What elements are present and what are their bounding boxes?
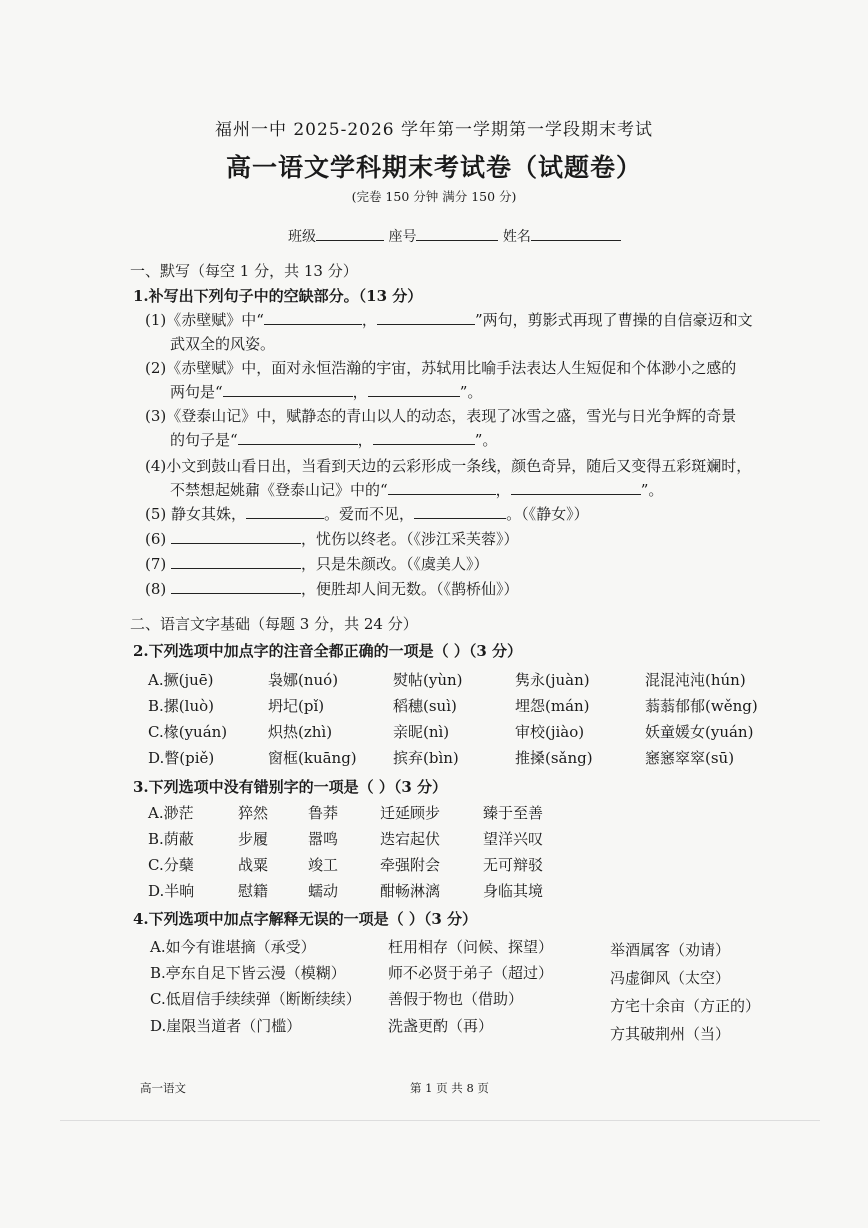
q3-option-d-3: 蠕动 — [308, 882, 339, 900]
q3-option-c-4: 牵强附会 — [380, 856, 441, 874]
q2-option-d-5: 窸窸窣窣(sū) — [645, 749, 735, 767]
question-4-title: 4.下列选项中加点字解释无误的一项是（ ）（3 分） — [133, 910, 478, 928]
q1-item-3-cont: 的句子是“ ， ”。 — [170, 431, 498, 449]
q4-option-c-3: 方宅十余亩（方正的） — [610, 997, 761, 1015]
q3-option-c-5: 无可辩驳 — [483, 856, 544, 874]
question-3-title: 3.下列选项中没有错别字的一项是（ ）（3 分） — [133, 778, 448, 796]
q1-item-7: (7) ，只是朱颜改。（《虞美人》） — [145, 555, 489, 573]
answer-blank[interactable] — [171, 528, 301, 544]
exam-title: 福州一中 2025-2026 学年第一学期第一学段期末考试 — [214, 120, 654, 140]
q3-option-a-2: 猝然 — [238, 804, 269, 822]
q3-option-d-2: 慰籍 — [238, 882, 269, 900]
answer-blank[interactable] — [264, 309, 362, 325]
q1-item-8: (8) ，便胜却人间无数。（《鹊桥仙》） — [145, 580, 519, 598]
q3-option-a-4: 迁延顾步 — [380, 804, 441, 822]
q4-option-a-1: A.如今有谁堪摘（承受） — [150, 938, 316, 956]
answer-blank[interactable] — [388, 479, 496, 495]
answer-blank[interactable] — [377, 309, 475, 325]
seat-blank[interactable] — [416, 226, 498, 241]
q1-item-5: (5) 静女其姝， 。爱而不见， 。（《静女》） — [145, 505, 589, 523]
name-label: 姓名 — [502, 229, 531, 245]
q3-option-b-5: 望洋兴叹 — [483, 830, 544, 848]
page-title: 高一语文学科期末考试卷（试题卷） — [225, 153, 642, 182]
q1-item-4: (4)小文到鼓山看日出，当看到天边的云彩形成一条线，颜色奇异，随后又变得五彩斑斓时， — [145, 457, 752, 475]
q1-item-4-cont: 不禁想起姚鼐《登泰山记》中的“ ， ”。 — [170, 481, 664, 499]
q3-option-a-3: 鲁莽 — [308, 804, 339, 822]
q2-option-a-2: 袅娜(nuó) — [268, 671, 339, 689]
answer-blank[interactable] — [511, 479, 641, 495]
q2-option-a-4: 隽永(juàn) — [515, 671, 590, 689]
q2-option-d-3: 摈弃(bìn) — [393, 749, 459, 767]
q3-option-c-1: C.分蘖 — [148, 856, 194, 874]
q2-option-c-4: 审校(jiào) — [515, 723, 585, 741]
q3-option-c-2: 战粟 — [238, 856, 269, 874]
q3-option-d-1: D.半晌 — [148, 882, 195, 900]
q3-option-b-1: B.荫蔽 — [148, 830, 194, 848]
q1-item-2: (2)《赤壁赋》中，面对永恒浩瀚的宇宙，苏轼用比喻手法表达人生短促和个体渺小之感的 — [145, 359, 737, 377]
q1-item-2-cont: 两句是“ ， ”。 — [170, 383, 483, 401]
q2-option-d-2: 窗框(kuāng) — [268, 749, 357, 767]
answer-blank[interactable] — [373, 429, 475, 445]
q4-option-b-2: 师不必贤于弟子（超过） — [388, 964, 554, 982]
answer-blank[interactable] — [223, 381, 353, 397]
section-2-title: 二、语言文字基础（每题 3 分，共 24 分） — [130, 615, 418, 633]
q4-option-a-3: 举酒属客（劝请） — [610, 941, 731, 959]
q2-option-c-3: 亲昵(nì) — [393, 723, 450, 741]
student-info-row — [288, 226, 621, 246]
q3-option-c-3: 竣工 — [308, 856, 339, 874]
q3-option-b-3: 嚣鸣 — [308, 830, 339, 848]
seat-label: 座号 — [388, 229, 417, 245]
q1-item-6: (6) ，忧伤以终老。（《涉江采芙蓉》） — [145, 530, 519, 548]
q2-option-b-2: 坍圮(pǐ) — [268, 697, 325, 715]
q4-option-b-1: B.亭东自足下皆云漫（模糊） — [150, 964, 346, 982]
q1-item-1: (1)《赤壁赋》中“ ， ”两句，剪影式再现了曹操的自信豪迈和文 — [145, 311, 753, 329]
q3-option-a-1: A.渺茫 — [148, 804, 194, 822]
q4-option-c-1: C.低眉信手续续弹（断断续续） — [150, 990, 361, 1008]
q1-item-3: (3)《登泰山记》中，赋静态的青山以人的动态，表现了冰雪之盛，雪光与日光争辉的奇景 — [145, 407, 737, 425]
q2-option-b-5: 蓊蓊郁郁(wěng) — [645, 697, 758, 715]
q3-option-a-5: 臻于至善 — [483, 804, 544, 822]
q3-option-b-4: 迭宕起伏 — [380, 830, 441, 848]
q4-option-d-3: 方其破荆州（当） — [610, 1025, 731, 1043]
q2-option-c-1: C.椽(yuán) — [148, 723, 228, 741]
q2-option-a-1: A.撅(juē) — [148, 671, 214, 689]
q2-option-d-4: 推搡(sǎng) — [515, 749, 593, 767]
answer-blank[interactable] — [171, 578, 301, 594]
q3-option-d-5: 身临其境 — [483, 882, 544, 900]
question-1-title: 1.补写出下列句子中的空缺部分。（13 分） — [133, 287, 423, 305]
q3-option-b-2: 步履 — [238, 830, 269, 848]
section-1-title: 一、默写（每空 1 分，共 13 分） — [130, 262, 358, 280]
q3-option-d-4: 酣畅淋漓 — [380, 882, 441, 900]
answer-blank[interactable] — [238, 429, 358, 445]
q2-option-b-1: B.摞(luò) — [148, 697, 214, 715]
q2-option-c-2: 炽热(zhì) — [268, 723, 333, 741]
name-blank[interactable] — [531, 226, 621, 241]
q2-option-d-1: D.瞥(piě) — [148, 749, 215, 767]
footer-subject: 高一语文 — [140, 1081, 186, 1095]
q4-option-a-2: 枉用相存（问候、探望） — [388, 938, 554, 956]
question-2-title: 2.下列选项中加点字的注音全都正确的一项是（ ）（3 分） — [133, 642, 523, 660]
q2-option-a-5: 混混沌沌(hún) — [645, 671, 746, 689]
answer-blank[interactable] — [414, 503, 506, 519]
page-bottom-divider — [60, 1120, 820, 1121]
q4-option-b-3: 冯虚御风（太空） — [610, 969, 731, 987]
answer-blank[interactable] — [368, 381, 460, 397]
q4-option-d-2: 洗盏更酌（再） — [388, 1017, 494, 1035]
class-blank[interactable] — [316, 226, 384, 241]
class-label: 班级 — [288, 229, 316, 245]
q2-option-a-3: 熨帖(yùn) — [393, 671, 463, 689]
q1-item-1-cont: 武双全的风姿。 — [170, 335, 276, 353]
q2-option-c-5: 妖童媛女(yuán) — [645, 723, 754, 741]
exam-duration: (完卷 150 分钟 满分 150 分) — [351, 189, 517, 204]
q4-option-d-1: D.崖限当道者（门槛） — [150, 1017, 302, 1035]
q2-option-b-3: 稻穗(suì) — [393, 697, 457, 715]
q4-option-c-2: 善假于物也（借助） — [388, 990, 524, 1008]
q2-option-b-4: 埋怨(mán) — [515, 697, 590, 715]
answer-blank[interactable] — [246, 503, 324, 519]
footer-page-number: 第 1 页 共 8 页 — [410, 1081, 489, 1095]
answer-blank[interactable] — [171, 553, 301, 569]
